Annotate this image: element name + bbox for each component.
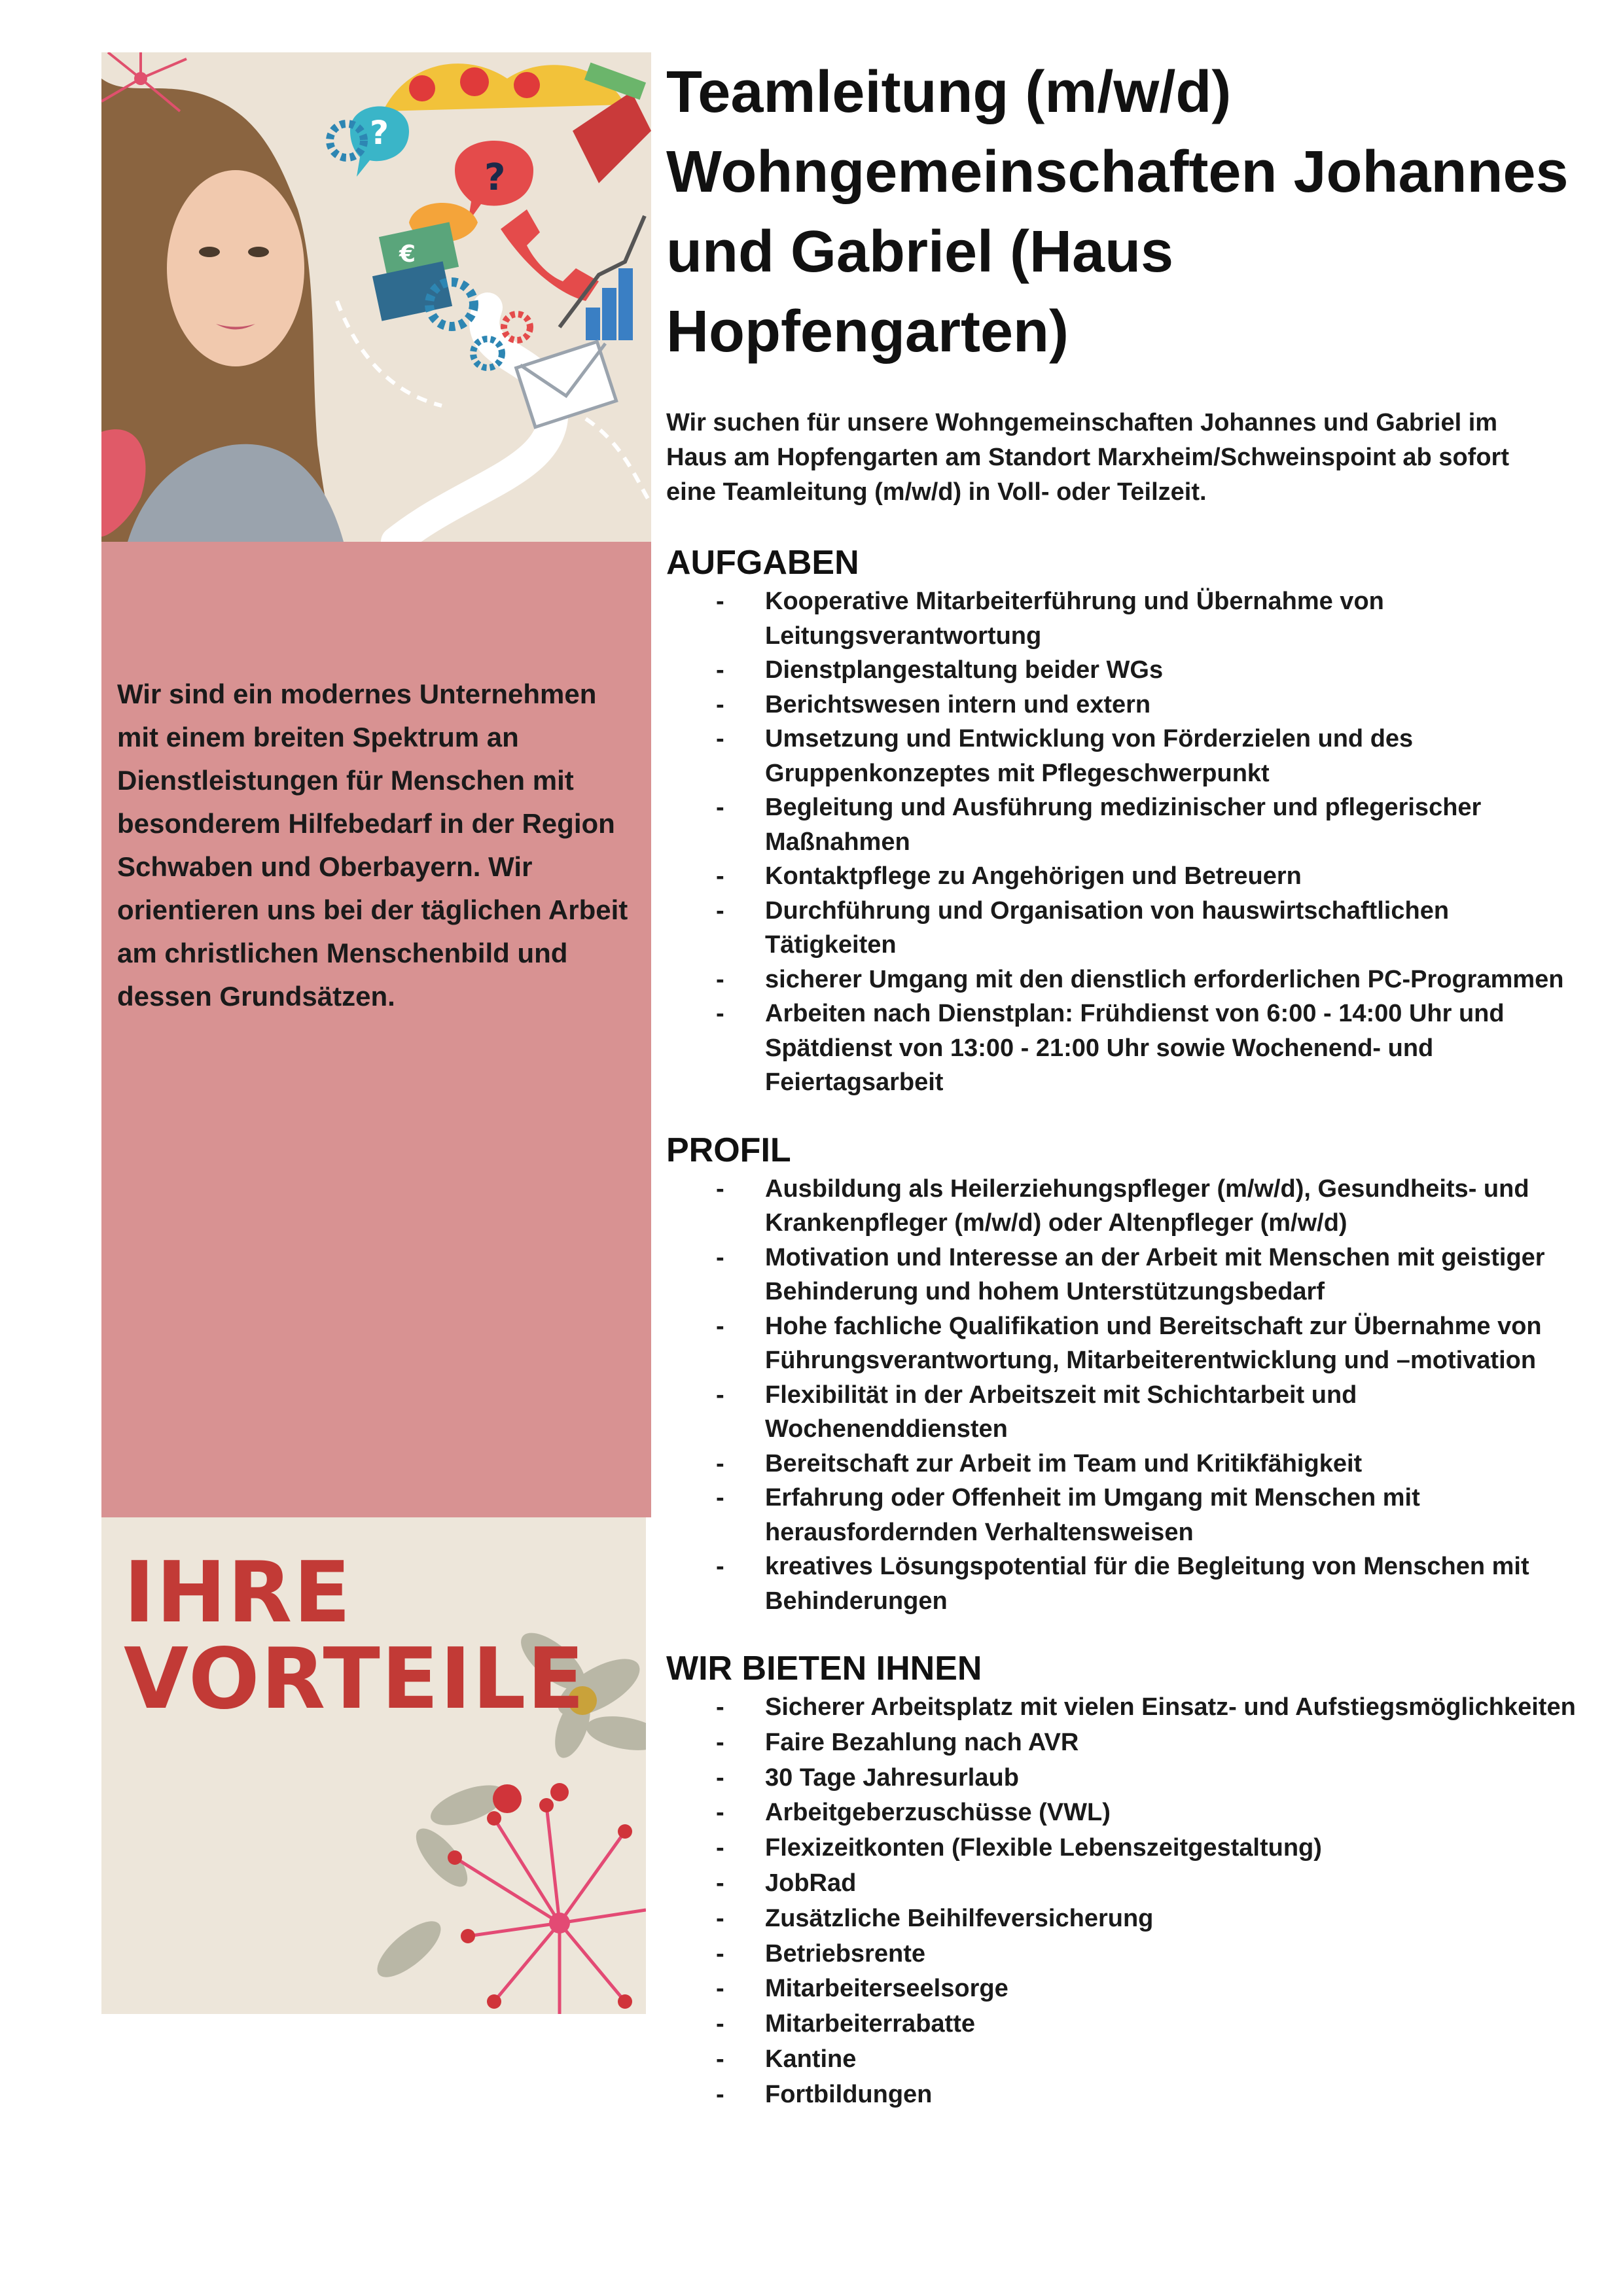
- list-item-text: Faire Bezahlung nach AVR: [765, 1728, 1079, 1756]
- list-item-text: Erfahrung oder Offenheit im Umgang mit Menschen mit herausfordernden Verhaltensweisen: [765, 1484, 1420, 1546]
- benefits-title: [124, 1544, 586, 1728]
- list-dash: -: [716, 2080, 724, 2108]
- list-item-text: Kontaktpflege zu Angehörigen und Betreuern: [765, 862, 1302, 890]
- list-item-text: Arbeiten nach Dienstplan: Frühdienst von 6:00 - 14:00 Uhr und Spätdienst von 13:00 - 21:00 Uhr sowie Wochenend- und Feiertagsarbeit: [765, 1000, 1505, 1096]
- list-item: [666, 1309, 1582, 1378]
- list-item: [666, 2077, 1582, 2113]
- list-item: [666, 1795, 1582, 1831]
- job-intro-bold: Voll- oder Teilzeit: [997, 478, 1200, 506]
- hero-illustration: [101, 52, 651, 542]
- hero-image: [101, 52, 651, 542]
- list-dash: -: [716, 588, 724, 615]
- list-item: [666, 1241, 1582, 1309]
- job-intro-paragraph: [666, 406, 1537, 510]
- list-item-text: kreatives Lösungspotential für die Begleitung von Menschen mit Behinderungen: [765, 1553, 1529, 1615]
- list-dash: -: [716, 2045, 724, 2073]
- list-item: [666, 1172, 1582, 1241]
- list-item: [666, 653, 1582, 688]
- list-item: [666, 1971, 1582, 2007]
- list-item-text: Umsetzung und Entwicklung von Förderzielen und des Gruppenkonzeptes mit Pflegeschwerpunkt: [765, 725, 1414, 787]
- list-dash: -: [716, 965, 724, 993]
- list-item-text: Bereitschaft zur Arbeit im Team und Kritikfähigkeit: [765, 1449, 1363, 1477]
- list-dash: -: [716, 1449, 724, 1477]
- list-item-text: JobRad: [765, 1869, 857, 1897]
- list-item-text: Mitarbeiterrabatte: [765, 2010, 975, 2038]
- benefits-title-line2: VORTEILE: [124, 1631, 586, 1728]
- list-item: [666, 1937, 1582, 1972]
- list-dash: -: [716, 1174, 724, 1203]
- svg-text:?: ?: [370, 114, 389, 152]
- list-dash: -: [716, 1553, 724, 1580]
- list-item-text: Dienstplangestaltung beider WGs: [765, 656, 1164, 684]
- list-dash: -: [716, 1693, 724, 1721]
- list-item: [666, 859, 1582, 894]
- list-item: [666, 2042, 1582, 2077]
- list-item: [666, 1549, 1582, 1618]
- list-item: [666, 963, 1582, 997]
- list-dash: -: [716, 862, 724, 890]
- job-title: [666, 52, 1582, 372]
- list-item-text: Arbeitgeberzuschüsse (VWL): [765, 1799, 1111, 1827]
- list-item-text: Mitarbeiterseelsorge: [765, 1975, 1008, 2003]
- left-column: [101, 52, 651, 2014]
- list-dash: -: [716, 1763, 724, 1792]
- list-dash: -: [716, 1000, 724, 1027]
- list-item-text: 30 Tage Jahresurlaub: [765, 1763, 1019, 1792]
- list-item: [666, 688, 1582, 722]
- list-item: [666, 894, 1582, 963]
- job-intro-text: Wir suchen für unsere Wohngemeinschaften Johannes und Gabriel im Haus am Hopfengarten am Standort Marxheim/Schweinspoint ab sofort eine Teamleitung (m/w/d) in: [666, 409, 1509, 506]
- list-item-text: Ausbildung als Heilerziehungspfleger (m/w/d), Gesundheits- und Krankenpfleger (m/w/d) oder Altenpfleger (m/w/d): [765, 1174, 1529, 1237]
- list-item-text: Kooperative Mitarbeiterführung und Übernahme von Leitungsverantwortung: [765, 588, 1384, 650]
- list-item: [666, 1690, 1582, 1725]
- offer-list: [666, 1690, 1582, 2113]
- job-title-line1: Teamleitung (m/w/d): [666, 60, 1232, 125]
- list-dash: -: [716, 1834, 724, 1862]
- list-item: [666, 1481, 1582, 1549]
- job-title-line3: und Gabriel (Haus Hopfengarten): [666, 219, 1174, 364]
- list-dash: -: [716, 1484, 724, 1511]
- svg-text:€: €: [399, 241, 416, 268]
- list-dash: -: [716, 1799, 724, 1827]
- benefits-image: [101, 1517, 646, 2014]
- profile-heading: PROFIL: [666, 1131, 791, 1169]
- right-column: [666, 52, 1582, 2113]
- list-dash: -: [716, 1975, 724, 2003]
- list-item: [666, 1447, 1582, 1481]
- list-item-text: Begleitung und Ausführung medizinischer und pflegerischer Maßnahmen: [765, 794, 1482, 856]
- list-item-text: Betriebsrente: [765, 1939, 925, 1968]
- list-item: [666, 790, 1582, 859]
- list-dash: -: [716, 1243, 724, 1271]
- list-item: [666, 1866, 1582, 1901]
- list-dash: -: [716, 794, 724, 821]
- profile-list: [666, 1172, 1582, 1619]
- list-dash: -: [716, 656, 724, 684]
- company-intro-panel: [101, 542, 651, 1517]
- list-dash: -: [716, 1904, 724, 1932]
- svg-text:?: ?: [484, 156, 506, 199]
- list-dash: -: [716, 1312, 724, 1340]
- job-title-line2: Wohngemeinschaften Johannes: [666, 139, 1569, 205]
- list-dash: -: [716, 2010, 724, 2038]
- list-item: [666, 1901, 1582, 1937]
- list-item-text: sicherer Umgang mit den dienstlich erforderlichen PC-Programmen: [765, 965, 1564, 993]
- list-item-text: Hohe fachliche Qualifikation und Bereitschaft zur Übernahme von Führungsverantwortung, Mitarbeiterentwicklung und –motivation: [765, 1312, 1542, 1374]
- tasks-heading: AUFGABEN: [666, 544, 859, 582]
- list-item: [666, 1761, 1582, 1796]
- list-item-text: Berichtswesen intern und extern: [765, 690, 1151, 718]
- list-dash: -: [716, 1728, 724, 1756]
- list-item: [666, 1378, 1582, 1447]
- list-item-text: Zusätzliche Beihilfeversicherung: [765, 1904, 1154, 1932]
- job-intro-end: .: [1199, 478, 1207, 506]
- list-item-text: Kantine: [765, 2045, 857, 2073]
- list-dash: -: [716, 690, 724, 718]
- list-item-text: Fortbildungen: [765, 2080, 933, 2108]
- list-dash: -: [716, 725, 724, 752]
- list-item-text: Motivation und Interesse an der Arbeit mit Menschen mit geistiger Behinderung und hohem Unterstützungsbedarf: [765, 1243, 1545, 1305]
- list-dash: -: [716, 896, 724, 925]
- list-dash: -: [716, 1939, 724, 1968]
- offer-heading: WIR BIETEN IHNEN: [666, 1650, 982, 1687]
- list-dash: -: [716, 1381, 724, 1409]
- list-item: [666, 1725, 1582, 1761]
- list-item: [666, 2007, 1582, 2042]
- list-item: [666, 584, 1582, 653]
- list-item: [666, 722, 1582, 790]
- list-item: [666, 1831, 1582, 1866]
- list-item-text: Flexizeitkonten (Flexible Lebenszeitgestaltung): [765, 1834, 1322, 1862]
- company-intro-text: Wir sind ein modernes Unternehmen mit einem breiten Spektrum an Dienstleistungen für Menschen mit besonderem Hilfebedarf in der Region Schwaben und Oberbayern. Wir orientieren uns bei der täglichen Arbeit am christlichen Menschenbild und dessen Grundsätzen.: [117, 679, 628, 1012]
- tasks-list: [666, 584, 1582, 1100]
- list-item-text: Flexibilität in der Arbeitszeit mit Schichtarbeit und Wochenenddiensten: [765, 1381, 1357, 1443]
- list-item-text: Durchführung und Organisation von hauswirtschaftlichen Tätigkeiten: [765, 896, 1450, 959]
- benefits-title-line1: IHRE: [124, 1544, 352, 1642]
- list-item: [666, 997, 1582, 1100]
- list-dash: -: [716, 1869, 724, 1897]
- list-item-text: Sicherer Arbeitsplatz mit vielen Einsatz- und Aufstiegsmöglichkeiten: [765, 1693, 1576, 1721]
